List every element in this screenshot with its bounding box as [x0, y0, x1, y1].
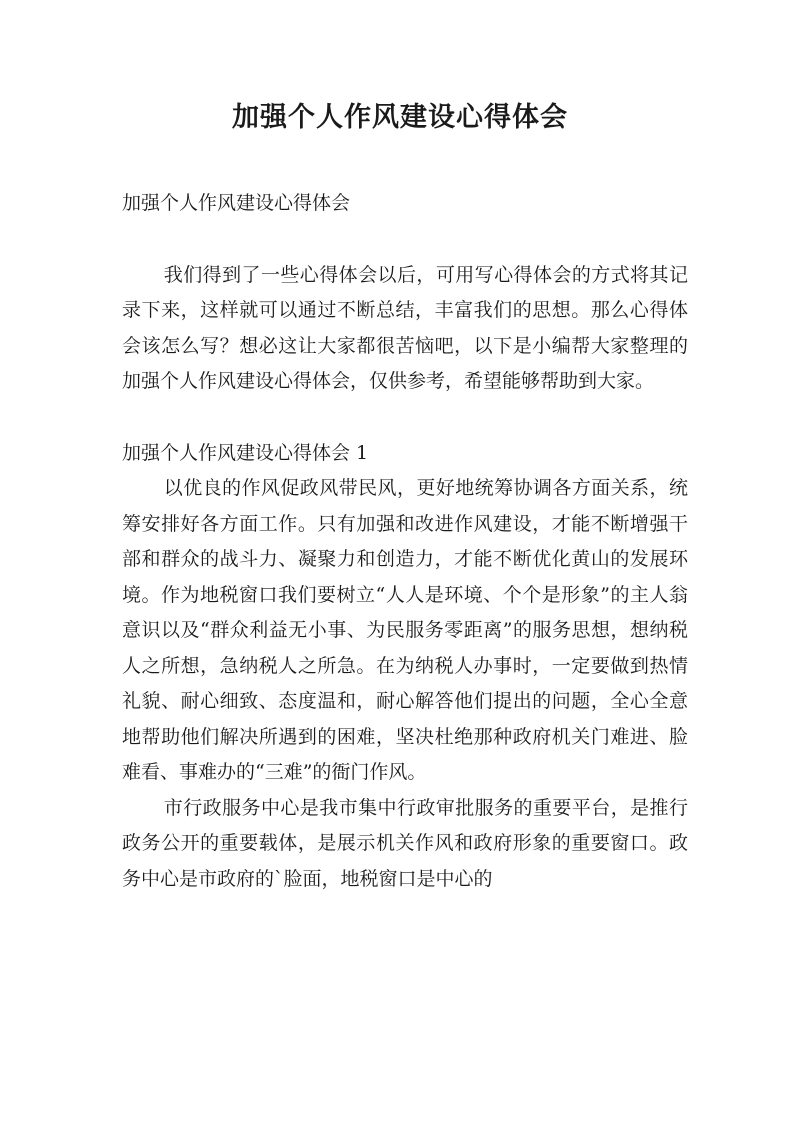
- section-paragraph-1: 以优良的作风促政风带民风，更好地统筹协调各方面关系，统筹安排好各方面工作。只有加强和改进作风建设，才能不断增强干部和群众的战斗力、凝聚力和创造力，才能不断优化黄山的发展环境。作为地税窗口我们要树立“人人是环境、个个是形象”的主人翁意识以及“群众利益无小事、为民服务零距离”的服务思想，想纳税人之所想，急纳税人之所急。在为纳税人办事时，一定要做到热情礼貌、耐心细致、态度温和，耐心解答他们提出的问题，全心全意地帮助他们解决所遇到的困难，坚决杜绝那种政府机关门难进、脸难看、事难办的“三难”的衙门作风。: [122, 477, 688, 783]
- intro-paragraph: 我们得到了一些心得体会以后，可用写心得体会的方式将其记录下来，这样就可以通过不断总结，丰富我们的思想。那么心得体会该怎么写？想必这让大家都很苦恼吧，以下是小编帮大家整理的加强个人作风建设心得体会，仅供参考，希望能够帮助到大家。: [122, 263, 688, 392]
- document-subtitle: 加强个人作风建设心得体会: [122, 192, 351, 214]
- document-body: [122, 186, 688, 897]
- section-heading: 加强个人作风建设心得体会 1: [122, 441, 369, 464]
- document-title: 加强个人作风建设心得体会: [232, 102, 568, 133]
- section-paragraph-2: 市行政服务中心是我市集中行政审批服务的重要平台，是推行政务公开的重要载体，是展示机关作风和政府形象的重要窗口。政务中心是市政府的`脸面，地税窗口是中心的: [122, 796, 688, 890]
